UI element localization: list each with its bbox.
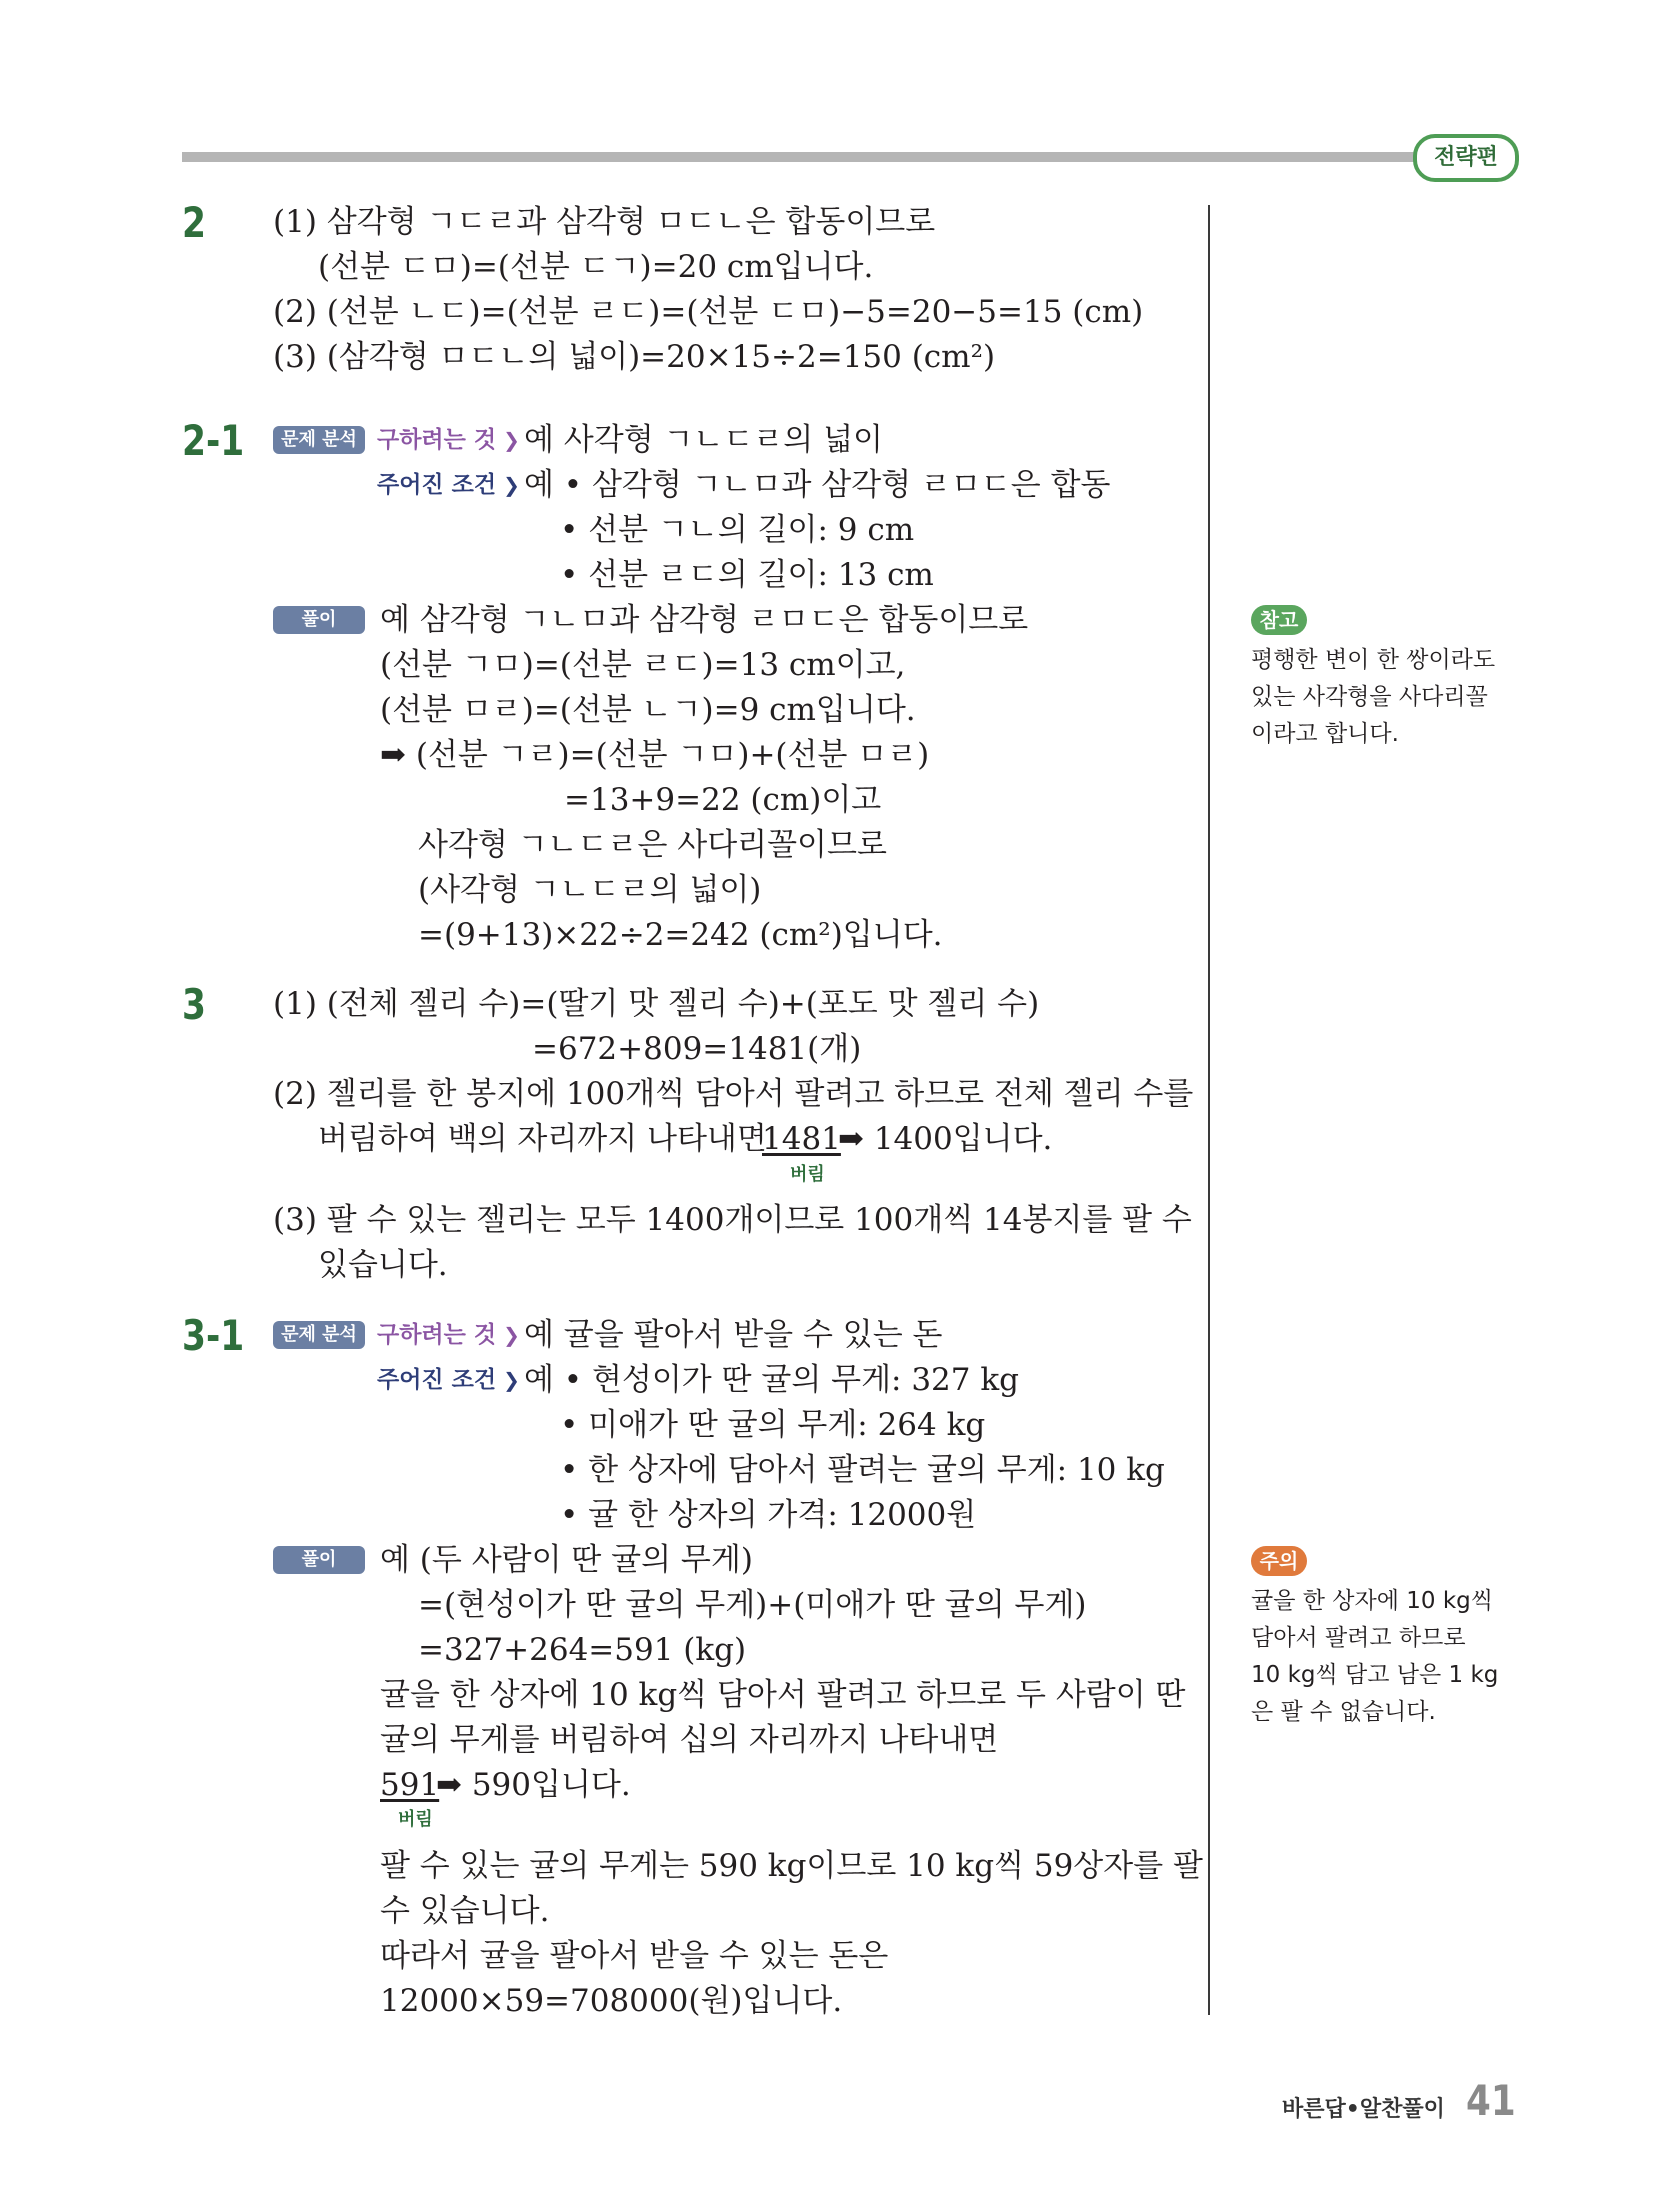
solution-line: 수 있습니다.: [380, 1893, 550, 1929]
solution-line: 귤의 무게를 버림하여 십의 자리까지 나타내면: [380, 1722, 999, 1758]
note-text: 있는 사각형을 사다리꼴: [1251, 684, 1488, 710]
solution-badge: 풀이: [273, 606, 365, 634]
p2-line: (2) (선분 ㄴㄷ)=(선분 ㄹㄷ)=(선분 ㄷㅁ)−5=20−5=15 (cm): [273, 294, 1144, 330]
p3-line: 버림하여 백의 자리까지 나타내면: [318, 1121, 767, 1157]
solution-line: (선분 ㅁㄹ)=(선분 ㄴㄱ)=9 cm입니다.: [380, 692, 916, 728]
note-text: 10 kg씩 담고 남은 1 kg: [1251, 1662, 1499, 1688]
p3-line: 있습니다.: [318, 1247, 448, 1283]
goal-label: 구하려는 것 ❯: [377, 427, 520, 453]
given-item: 예 • 삼각형 ㄱㄴㅁ과 삼각형 ㄹㅁㄷ은 합동: [524, 467, 1111, 503]
p2-line: (3) (삼각형 ㅁㄷㄴ의 넓이)=20×15÷2=150 (cm²): [273, 339, 996, 375]
p3-line: =672+809=1481(개): [532, 1031, 862, 1067]
solution-line: (선분 ㄱㅁ)=(선분 ㄹㄷ)=13 cm이고,: [380, 647, 906, 683]
problem-number-2-1: 2-1: [182, 416, 245, 465]
p3-line: (2) 젤리를 한 봉지에 100개씩 담아서 팔려고 하므로 전체 젤리 수를: [273, 1076, 1194, 1112]
solution-line: 예 (두 사람이 딴 귤의 무게): [380, 1542, 753, 1578]
given-item: • 선분 ㄱㄴ의 길이: 9 cm: [560, 512, 915, 548]
note-text: 은 팔 수 없습니다.: [1251, 1699, 1436, 1725]
goal-text: 예 귤을 팔아서 받을 수 있는 돈: [524, 1317, 943, 1353]
goal-label: 구하려는 것 ❯: [377, 1322, 520, 1348]
solution-line: 팔 수 있는 귤의 무게는 590 kg이므로 10 kg씩 59상자를 팔: [380, 1848, 1203, 1884]
note-text: 이라고 합니다.: [1251, 721, 1399, 747]
solution-line: 따라서 귤을 팔아서 받을 수 있는 돈은: [380, 1938, 889, 1974]
problem-number-3: 3: [182, 980, 206, 1029]
solution-line: 예 삼각형 ㄱㄴㅁ과 삼각형 ㄹㅁㄷ은 합동이므로: [380, 602, 1029, 638]
section-tag: 전략편: [1413, 134, 1519, 182]
p3-line: (3) 팔 수 있는 젤리는 모두 1400개이므로 100개씩 14봉지를 팔 수: [273, 1202, 1192, 1238]
solution-line: =(현성이가 딴 귤의 무게)+(미애가 딴 귤의 무게): [418, 1587, 1087, 1623]
rounding-note: 버림: [790, 1164, 825, 1185]
given-item: • 귤 한 상자의 가격: 12000원: [560, 1497, 977, 1533]
column-divider: [1208, 205, 1210, 2015]
page-number: 41: [1466, 2076, 1516, 2125]
analysis-badge: 문제 분석: [273, 1321, 365, 1349]
problem-number-2: 2: [182, 198, 206, 247]
goal-text: 예 사각형 ㄱㄴㄷㄹ의 넓이: [524, 422, 883, 458]
p2-line: (1) 삼각형 ㄱㄷㄹ과 삼각형 ㅁㄷㄴ은 합동이므로: [273, 204, 936, 240]
rounded-number: 591: [380, 1767, 440, 1803]
note-text: 귤을 한 상자에 10 kg씩: [1251, 1588, 1493, 1614]
solution-line: 귤을 한 상자에 10 kg씩 담아서 팔려고 하므로 두 사람이 딴: [380, 1677, 1186, 1713]
given-label: 주어진 조건 ❯: [377, 1367, 520, 1393]
given-item: • 한 상자에 담아서 팔려는 귤의 무게: 10 kg: [560, 1452, 1165, 1488]
solution-badge: 풀이: [273, 1546, 365, 1574]
analysis-badge: 문제 분석: [273, 426, 365, 454]
solution-line: 12000×59=708000(원)입니다.: [380, 1983, 843, 2019]
given-item: • 미애가 딴 귤의 무게: 264 kg: [560, 1407, 986, 1443]
rounded-number: 1481: [762, 1121, 841, 1157]
given-item: • 선분 ㄹㄷ의 길이: 13 cm: [560, 557, 934, 593]
note-text: 담아서 팔려고 하므로: [1251, 1625, 1466, 1651]
solution-line: 사각형 ㄱㄴㄷㄹ은 사다리꼴이므로: [418, 827, 887, 863]
footer-label: 바른답•알찬풀이: [1282, 2097, 1445, 2122]
p3-line: ➡ 1400입니다.: [838, 1121, 1053, 1157]
solution-line: (사각형 ㄱㄴㄷㄹ의 넓이): [418, 872, 762, 908]
given-item: 예 • 현성이가 딴 귤의 무게: 327 kg: [524, 1362, 1019, 1398]
problem-number-3-1: 3-1: [182, 1311, 245, 1360]
note-text: 평행한 변이 한 쌍이라도: [1251, 647, 1496, 673]
p2-line: (선분 ㄷㅁ)=(선분 ㄷㄱ)=20 cm입니다.: [318, 249, 874, 285]
note-badge-caution: 주의: [1251, 1546, 1307, 1576]
header-rule: [182, 152, 1418, 162]
note-badge-reference: 참고: [1251, 605, 1307, 635]
given-label: 주어진 조건 ❯: [377, 472, 520, 498]
solution-line: ➡ (선분 ㄱㄹ)=(선분 ㄱㅁ)+(선분 ㅁㄹ): [380, 737, 930, 773]
p3-line: (1) (전체 젤리 수)=(딸기 맛 젤리 수)+(포도 맛 젤리 수): [273, 986, 1040, 1022]
solution-line: =13+9=22 (cm)이고: [564, 782, 882, 818]
solution-line: ➡ 590입니다.: [436, 1767, 631, 1803]
rounding-note: 버림: [398, 1809, 433, 1830]
solution-line: =(9+13)×22÷2=242 (cm²)입니다.: [418, 917, 943, 953]
solution-line: =327+264=591 (kg): [418, 1632, 747, 1668]
